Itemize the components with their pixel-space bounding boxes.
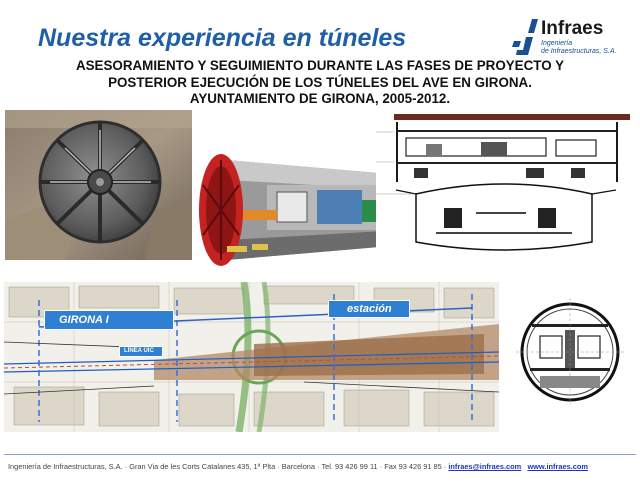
footer-web-link[interactable]: www.infraes.com: [527, 462, 588, 471]
uic-line-label: LÍNEA UIC: [119, 346, 163, 357]
footer-contact: Ingeniería de Infraestructuras, S.A. · Gran Via de les Corts Catalanes 435, 1ª Plta · Barcelona · Tel. 93 426 99 11 · Fax 93 426 91 85 · infraes@infraes.com www.infraes.com: [8, 462, 588, 471]
girona-section-label: GIRONA I: [44, 310, 174, 330]
tbm-cutterhead-photo: [5, 110, 192, 260]
footer-divider: [4, 454, 636, 455]
project-headline: [30, 58, 610, 108]
headline-line-2: POSTERIOR EJECUCIÓN DE LOS TÚNELES DEL AVE EN GIRONA.: [108, 74, 532, 90]
footer-fax: Fax 93 426 91 85: [384, 462, 442, 471]
tunnel-circular-section-drawing: [510, 296, 634, 406]
tunnel-route-plan-map: [4, 282, 499, 432]
logo-tagline-2: de Infraestructuras, S.A.: [541, 48, 617, 55]
logo-name: Infraes: [541, 18, 604, 39]
footer-address: Gran Via de les Corts Catalanes 435, 1ª Plta · Barcelona: [129, 462, 316, 471]
headline-line-3: AYUNTAMIENTO DE GIRONA, 2005-2012.: [189, 91, 451, 106]
headline-line-1: ASESORAMIENTO Y SEGUIMIENTO DURANTE LAS FASES DE PROYECTO Y: [75, 58, 565, 73]
logo-tagline: [541, 40, 631, 56]
footer-company: Ingeniería de Infraestructuras, S.A.: [8, 462, 123, 471]
station-label: estación: [328, 300, 410, 318]
logo-tagline-1: Ingeniería: [541, 40, 573, 47]
station-cross-section-drawing: [376, 112, 632, 262]
footer-tel: Tel. 93 426 99 11: [321, 462, 378, 471]
footer-email-link[interactable]: infraes@infraes.com: [448, 462, 522, 471]
slide-title: Nuestra experiencia en túneles: [38, 24, 407, 52]
